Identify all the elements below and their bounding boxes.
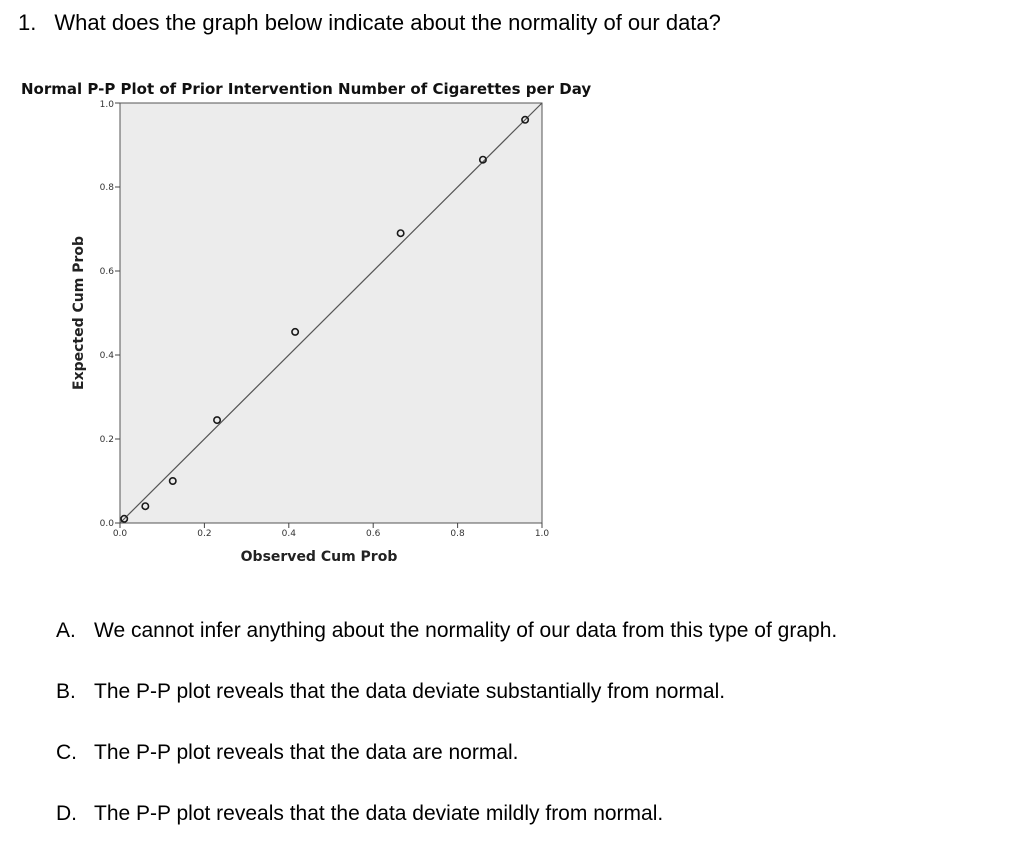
y-tick-label: 1.0 [99,100,114,110]
option-c-letter: C. [56,741,77,764]
option-b[interactable] [56,678,837,739]
option-d-text: The P-P plot reveals that the data deviate mildly from normal. [94,802,664,825]
option-a-text: We cannot infer anything about the normality of our data from this type of graph. [94,619,838,642]
chart-title: Normal P-P Plot of Prior Intervention Number of Cigarettes per Day [21,80,592,98]
question-number: 1. [18,10,37,35]
y-axis-label: Expected Cum Prob [71,236,87,390]
option-a-letter: A. [56,619,76,642]
option-a[interactable] [56,617,837,678]
option-b-letter: B. [56,680,76,703]
option-c[interactable] [56,739,837,800]
y-tick-label: 0.8 [99,183,114,193]
question [18,10,721,36]
y-tick-label: 0.0 [99,519,114,529]
x-tick-label: 0.0 [112,529,128,539]
x-tick-label: 0.8 [450,529,465,539]
option-d-letter: D. [56,802,77,825]
x-tick-label: 1.0 [534,529,550,539]
y-tick-label: 0.6 [99,267,114,277]
option-c-text: The P-P plot reveals that the data are normal. [94,741,519,764]
y-tick-label: 0.2 [99,435,114,445]
x-tick-label: 0.2 [197,529,212,539]
option-b-text: The P-P plot reveals that the data deviate substantially from normal. [94,680,726,703]
x-axis-label: Observed Cum Prob [240,549,398,565]
option-d[interactable] [56,800,837,861]
y-tick-label: 0.4 [99,351,114,361]
x-tick-label: 0.6 [366,529,381,539]
question-text: What does the graph below indicate about the normality of our data? [54,10,721,35]
answer-options [56,617,837,861]
pp-plot-chart [0,95,600,585]
x-tick-label: 0.4 [281,529,296,539]
